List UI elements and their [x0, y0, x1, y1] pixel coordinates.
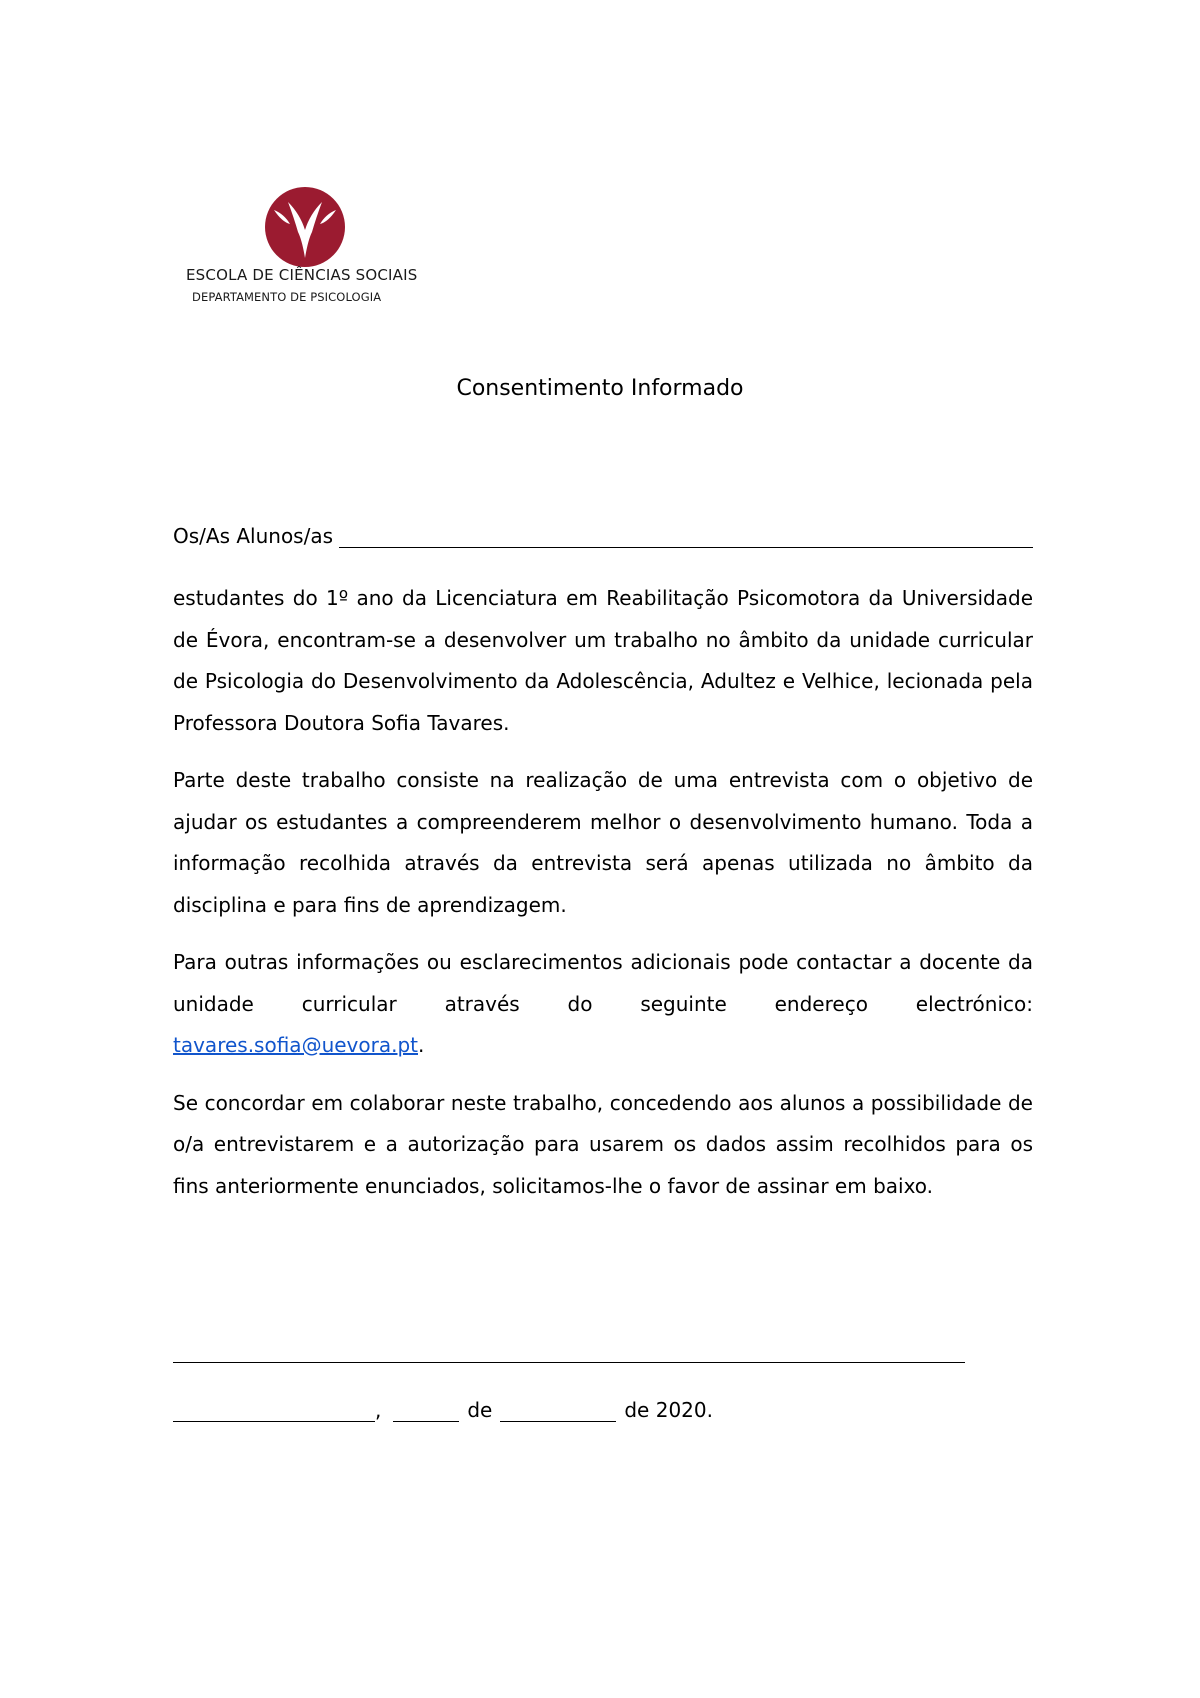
logo-school-name: ESCOLA DE CIÊNCIAS SOCIAIS	[186, 266, 418, 284]
school-emblem-icon	[260, 184, 350, 270]
place-blank[interactable]	[173, 1403, 375, 1422]
consent-body	[173, 578, 1033, 1223]
place-date-line	[173, 1398, 713, 1422]
paragraph-contact	[173, 942, 1033, 1067]
students-label: Os/As Alunos/as	[173, 524, 334, 548]
document-title: Consentimento Informado	[456, 376, 744, 401]
paragraph-request: Se concordar em colaborar neste trabalho, concedendo aos alunos a possibilidade de o/a entrevistarem e a autorização para usarem os dados assim recolhidos para os fins anteriormente enunciados, solicitamos-lhe o favor de assinar em baixo.	[173, 1090, 1033, 1198]
month-blank[interactable]	[500, 1403, 616, 1422]
contact-text: Para outras informações ou esclarecimentos adicionais pode contactar a docente da unidade curricular através do seguinte endereço electrónico:	[173, 950, 1033, 1016]
contact-text-end: .	[418, 1033, 425, 1057]
date-de-label: de	[467, 1398, 493, 1422]
students-field	[173, 524, 1033, 548]
date-comma: ,	[375, 1398, 382, 1422]
paragraph-intro: estudantes do 1º ano da Licenciatura em Reabilitação Psicomotora da Universidade de Évora, encontram-se a desenvolver um trabalho no âmbito da unidade curricular de Psicologia do Desenvolvimento da Adolescência, Adultez e Velhice, lecionada pela Professora Doutora Sofia Tavares.	[173, 586, 1033, 735]
students-name-blank[interactable]	[339, 529, 1033, 548]
date-year-label: de 2020.	[624, 1398, 713, 1422]
paragraph-purpose: Parte deste trabalho consiste na realização de uma entrevista com o objetivo de ajudar os estudantes a compreenderem melhor o desenvolvimento humano. Toda a informação recolhida através da entrevista será apenas utilizada no âmbito da disciplina e para fins de aprendizagem.	[173, 768, 1033, 917]
contact-email-link[interactable]: tavares.sofia@uevora.pt	[173, 1033, 418, 1057]
school-logo	[186, 184, 426, 314]
signature-blank[interactable]	[173, 1362, 965, 1363]
day-blank[interactable]	[393, 1403, 459, 1422]
logo-department-name: DEPARTAMENTO DE PSICOLOGIA	[192, 290, 382, 304]
